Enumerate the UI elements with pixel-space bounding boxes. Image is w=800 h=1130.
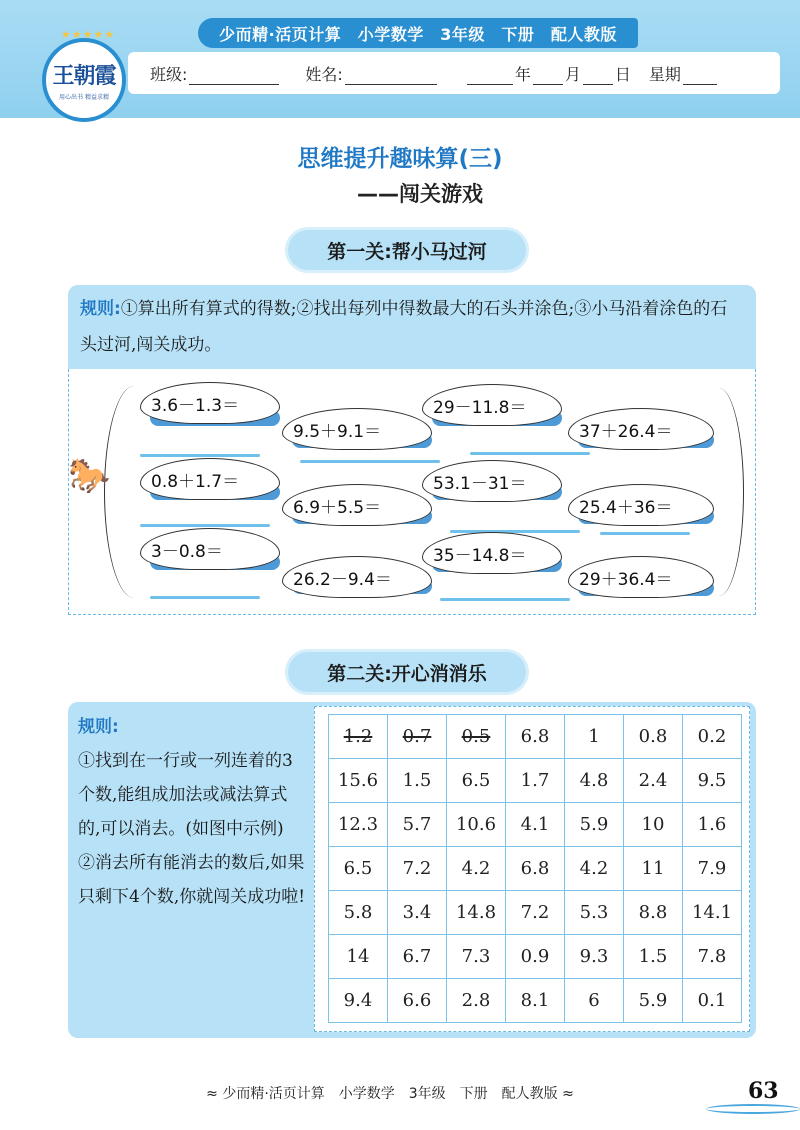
series-title: 少而精·活页计算 小学数学 3年级 下册 配人教版 xyxy=(198,18,638,48)
stone[interactable]: 3－0.8＝ xyxy=(140,528,280,570)
grid-cell[interactable]: 9.3 xyxy=(565,935,624,979)
grid-row xyxy=(329,891,742,935)
grid-cell[interactable]: 1.2 xyxy=(329,715,388,759)
grid-cell[interactable]: 1 xyxy=(565,715,624,759)
stage1-rules xyxy=(68,285,756,369)
grid-cell[interactable]: 1.5 xyxy=(624,935,683,979)
stone[interactable]: 3.6－1.3＝ xyxy=(140,382,280,424)
stage2-rule-1: ①找到在一行或一列连着的3个数,能组成加法或减法算式的,可以消去。(如图中示例) xyxy=(78,751,293,839)
grid-cell[interactable]: 0.1 xyxy=(683,979,742,1023)
grid-cell[interactable]: 5.3 xyxy=(565,891,624,935)
stone[interactable]: 37＋26.4＝ xyxy=(568,408,714,450)
grid-cell[interactable]: 0.5 xyxy=(447,715,506,759)
grid-cell[interactable]: 6 xyxy=(565,979,624,1023)
grid-cell[interactable]: 7.9 xyxy=(683,847,742,891)
grid-cell[interactable]: 4.8 xyxy=(565,759,624,803)
student-info-bar xyxy=(128,52,780,94)
grid-cell[interactable]: 14 xyxy=(329,935,388,979)
stage1-rule-label: 规则: xyxy=(80,299,121,319)
grid-cell[interactable]: 0.8 xyxy=(624,715,683,759)
grid-cell[interactable]: 1.6 xyxy=(683,803,742,847)
grid-cell[interactable]: 9.5 xyxy=(683,759,742,803)
grid-cell[interactable]: 4.2 xyxy=(447,847,506,891)
grid-cell[interactable]: 5.9 xyxy=(565,803,624,847)
weekday-field[interactable]: 星期 xyxy=(649,62,719,85)
wave xyxy=(140,524,270,527)
grid-cell[interactable]: 15.6 xyxy=(329,759,388,803)
page-number: 63 xyxy=(748,1078,779,1104)
page-number-wave xyxy=(706,1104,800,1114)
grid-cell[interactable]: 6.7 xyxy=(388,935,447,979)
grid-cell[interactable]: 4.1 xyxy=(506,803,565,847)
grid-cell[interactable]: 7.3 xyxy=(447,935,506,979)
grid-cell[interactable]: 7.8 xyxy=(683,935,742,979)
stage2-rule-2: ②消去所有能消去的数后,如果只剩下4个数,你就闯关成功啦! xyxy=(78,853,306,907)
stone[interactable]: 29－11.8＝ xyxy=(422,384,562,426)
grid-row xyxy=(329,803,742,847)
stone[interactable]: 0.8＋1.7＝ xyxy=(140,458,280,500)
grid-row xyxy=(329,715,742,759)
wave xyxy=(600,532,690,535)
elimination-grid xyxy=(328,714,742,1023)
grid-cell[interactable]: 5.9 xyxy=(624,979,683,1023)
grid-cell[interactable]: 0.7 xyxy=(388,715,447,759)
wave xyxy=(150,596,260,599)
grid-cell[interactable]: 7.2 xyxy=(388,847,447,891)
stone[interactable]: 9.5＋9.1＝ xyxy=(282,408,432,450)
stone[interactable]: 35－14.8＝ xyxy=(422,532,562,574)
grid-cell[interactable]: 6.6 xyxy=(388,979,447,1023)
grid-row xyxy=(329,979,742,1023)
grid-cell[interactable]: 2.4 xyxy=(624,759,683,803)
stone[interactable]: 25.4＋36＝ xyxy=(568,484,714,526)
stage2-rule-label: 规则: xyxy=(78,717,119,737)
page-footer: ≈ 少而精·活页计算 小学数学 3年级 下册 配人教版 ≈ xyxy=(206,1086,574,1102)
grid-cell[interactable]: 5.7 xyxy=(388,803,447,847)
grid-cell[interactable]: 8.1 xyxy=(506,979,565,1023)
date-field[interactable]: 年 月 日 xyxy=(465,62,631,85)
grid-cell[interactable]: 6.8 xyxy=(506,847,565,891)
stage2-heading: 第二关:开心消消乐 xyxy=(288,652,526,692)
grid-row xyxy=(329,935,742,979)
stone[interactable]: 6.9＋5.5＝ xyxy=(282,484,432,526)
grid-cell[interactable]: 6.5 xyxy=(329,847,388,891)
class-field[interactable]: 班级: xyxy=(150,62,281,85)
stone[interactable]: 26.2－9.4＝ xyxy=(282,556,432,598)
grid-cell[interactable]: 9.4 xyxy=(329,979,388,1023)
grid-cell[interactable]: 0.9 xyxy=(506,935,565,979)
publisher-logo xyxy=(42,28,126,122)
grid-cell[interactable]: 4.2 xyxy=(565,847,624,891)
grid-cell[interactable]: 3.4 xyxy=(388,891,447,935)
grid-cell[interactable]: 14.8 xyxy=(447,891,506,935)
grid-cell[interactable]: 10 xyxy=(624,803,683,847)
grid-cell[interactable]: 8.8 xyxy=(624,891,683,935)
name-field[interactable]: 姓名: xyxy=(305,62,438,85)
grid-row xyxy=(329,847,742,891)
wave xyxy=(140,454,260,457)
pony-icon: 🐎 xyxy=(68,456,111,496)
stage1-heading: 第一关:帮小马过河 xyxy=(288,230,526,270)
stage2-rules xyxy=(78,710,306,914)
grid-cell[interactable]: 14.1 xyxy=(683,891,742,935)
logo-stars: ★★★★★ xyxy=(60,28,116,41)
page-subtitle: ——闯关游戏 xyxy=(357,182,483,206)
grid-cell[interactable]: 10.6 xyxy=(447,803,506,847)
logo-sub: 用心出书 精益求精 xyxy=(59,94,109,101)
grid-cell[interactable]: 6.5 xyxy=(447,759,506,803)
grid-cell[interactable]: 5.8 xyxy=(329,891,388,935)
grid-cell[interactable]: 7.2 xyxy=(506,891,565,935)
grid-cell[interactable]: 1.7 xyxy=(506,759,565,803)
stage1-rule-text: ①算出所有算式的得数;②找出每列中得数最大的石头并涂色;③小马沿着涂色的石头过河,闯关成功。 xyxy=(80,299,728,355)
grid-cell[interactable]: 2.8 xyxy=(447,979,506,1023)
logo-brand: 王朝霞 xyxy=(52,63,116,89)
grid-cell[interactable]: 1.5 xyxy=(388,759,447,803)
stone[interactable]: 53.1－31＝ xyxy=(422,460,562,502)
wave xyxy=(300,460,440,463)
grid-cell[interactable]: 12.3 xyxy=(329,803,388,847)
wave xyxy=(440,598,570,601)
wave xyxy=(470,452,590,455)
grid-cell[interactable]: 0.2 xyxy=(683,715,742,759)
grid-cell[interactable]: 6.8 xyxy=(506,715,565,759)
grid-row xyxy=(329,759,742,803)
page-title: 思维提升趣味算(三) xyxy=(297,146,503,172)
grid-cell[interactable]: 11 xyxy=(624,847,683,891)
stone[interactable]: 29＋36.4＝ xyxy=(568,556,714,598)
